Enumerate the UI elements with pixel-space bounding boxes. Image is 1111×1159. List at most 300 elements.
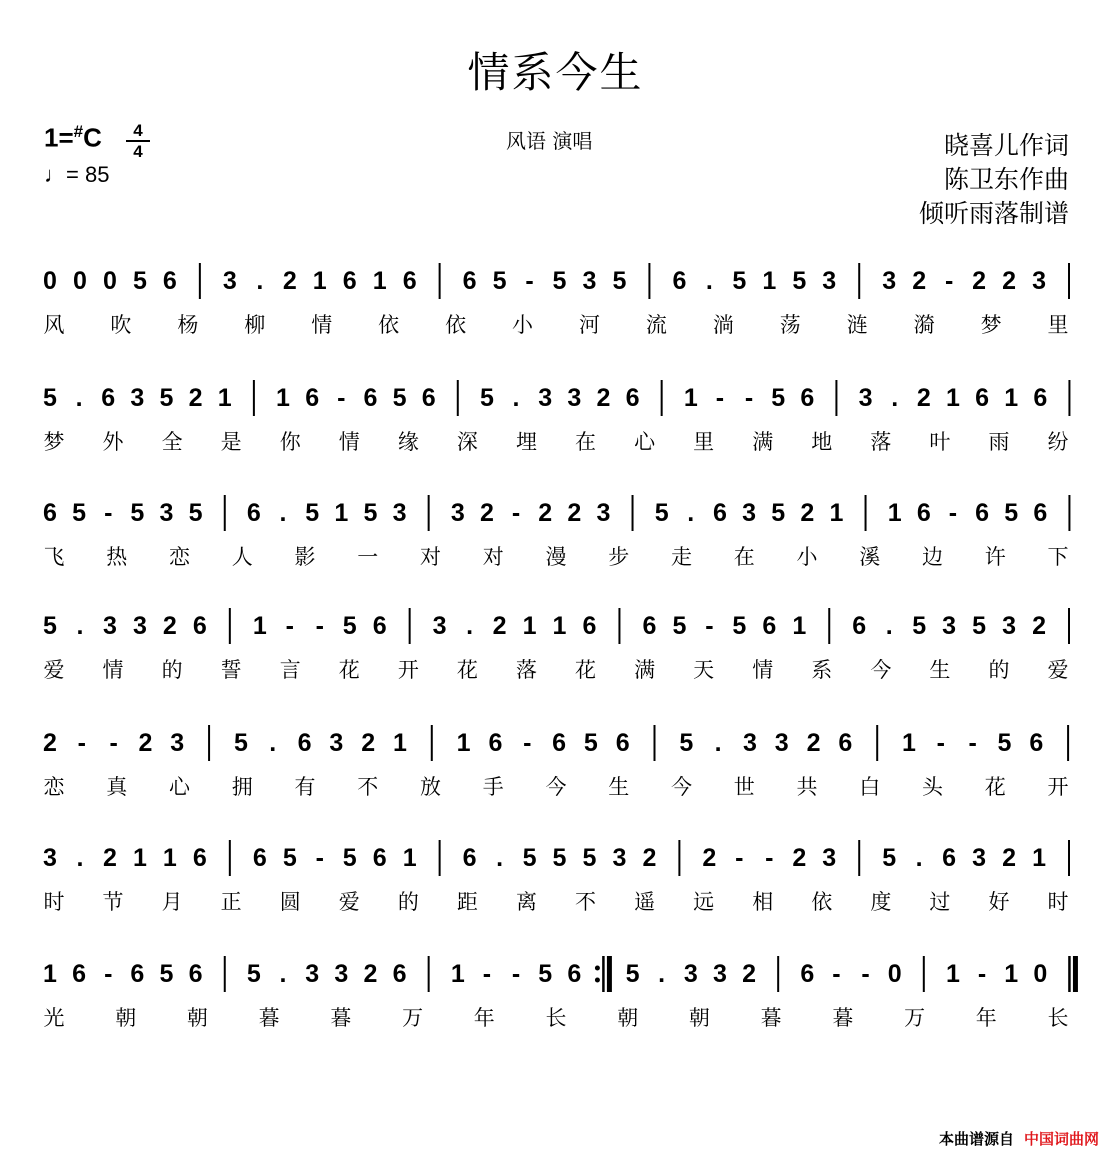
note: 3	[858, 384, 873, 412]
note: 1	[217, 384, 232, 412]
note: 3	[132, 612, 147, 640]
note: 6	[800, 384, 815, 412]
note: 3	[683, 960, 698, 988]
note: 5	[625, 960, 640, 988]
lyric-syllable: 正	[220, 890, 242, 914]
augmentation-dot: .	[75, 384, 83, 412]
note: 1	[552, 612, 567, 640]
lyric-syllable: 不	[357, 775, 379, 799]
note: 3	[1002, 612, 1017, 640]
lyric-syllable: 热	[106, 545, 128, 569]
note: 2	[363, 960, 378, 988]
augmentation-dot: .	[915, 844, 923, 872]
note: 2	[188, 384, 203, 412]
score-row	[0, 600, 1111, 705]
extension-dash: -	[104, 960, 113, 988]
extension-dash: -	[104, 499, 113, 527]
lyric-syllable: 的	[988, 658, 1010, 682]
note: 5	[732, 267, 747, 295]
score-row	[0, 832, 1111, 937]
note: 5	[282, 844, 297, 872]
note: 3	[538, 384, 553, 412]
lyric-syllable: 朝	[617, 1006, 639, 1030]
note: 5	[583, 729, 598, 757]
augmentation-dot: .	[466, 612, 474, 640]
lyric-syllable: 落	[870, 430, 892, 454]
note: 1	[132, 844, 147, 872]
augmentation-dot: .	[76, 612, 84, 640]
lyric-syllable: 花	[456, 658, 478, 682]
note: 6	[712, 499, 727, 527]
extension-dash: -	[109, 729, 118, 757]
note: 1	[902, 729, 916, 757]
lyric-syllable: 里	[1047, 313, 1069, 337]
lyric-syllable: 誓	[220, 658, 242, 682]
note: 1	[1004, 384, 1019, 412]
note: 2	[912, 267, 927, 295]
extension-dash: -	[832, 960, 841, 988]
note: 3	[392, 499, 407, 527]
lyric-syllable: 朝	[688, 1006, 710, 1030]
lyric-syllable: 放	[420, 775, 441, 799]
lyric-syllable: 遥	[634, 890, 656, 914]
lyric-syllable: 暮	[258, 1006, 280, 1030]
lyric-syllable: 今	[671, 775, 692, 799]
quarter-note-icon: ♩	[44, 162, 66, 187]
extension-dash: -	[936, 729, 945, 757]
lyric-syllable: 生	[929, 658, 951, 682]
note: 6	[101, 384, 116, 412]
note: 6	[552, 729, 566, 757]
lyric-syllable: 柳	[244, 313, 266, 337]
note: 5	[654, 499, 669, 527]
note: 6	[582, 612, 597, 640]
note: 6	[672, 267, 687, 295]
notation-line	[0, 600, 1111, 650]
lyric-syllable: 许	[984, 545, 1006, 569]
score-row	[0, 487, 1111, 592]
lyric-syllable: 在	[733, 545, 755, 569]
transcriber-credit: 倾听雨落制谱	[918, 199, 1069, 228]
note: 3	[329, 729, 344, 757]
lyric-syllable: 依	[811, 890, 833, 914]
repeat-dot	[595, 978, 600, 983]
tempo-marking	[44, 162, 109, 188]
note: 2	[102, 844, 117, 872]
note: 1	[334, 499, 349, 527]
lyric-syllable: 拥	[231, 775, 253, 799]
note: 6	[975, 384, 990, 412]
note: 1	[450, 960, 465, 988]
note: 6	[642, 612, 657, 640]
composer-credit: 陈卫东作曲	[943, 165, 1069, 194]
note: 6	[975, 499, 990, 527]
lyric-syllable: 开	[397, 658, 419, 682]
lyric-syllable: 埋	[515, 430, 537, 454]
note: 6	[402, 267, 417, 295]
lyric-syllable: 远	[693, 890, 715, 914]
lyric-syllable: 时	[1047, 890, 1069, 914]
note: 6	[342, 267, 357, 295]
lyric-syllable: 河	[578, 313, 600, 337]
lyric-syllable: 对	[482, 545, 504, 569]
note: 5	[538, 960, 553, 988]
lyric-syllable: 满	[752, 430, 774, 454]
note: 6	[567, 960, 582, 988]
lyric-syllable: 心	[169, 775, 190, 799]
note: 1	[683, 384, 698, 412]
repeat-dot	[595, 966, 600, 971]
song-title: 情系今生	[467, 48, 644, 97]
note: 6	[838, 729, 853, 757]
note: 6	[488, 729, 503, 757]
lyric-syllable: 是	[220, 430, 242, 454]
lyric-syllable: 风	[43, 313, 65, 337]
note: 1	[402, 844, 417, 872]
lyric-syllable: 漪	[913, 313, 935, 337]
note: 3	[567, 384, 582, 412]
note: 6	[297, 729, 312, 757]
augmentation-dot: .	[714, 729, 722, 757]
lyric-syllable: 杨	[177, 313, 199, 337]
note: 0	[73, 267, 87, 295]
lyric-syllable: 爱	[338, 890, 360, 914]
note: 5	[159, 960, 174, 988]
lyric-syllable: 恋	[169, 545, 190, 569]
note: 0	[102, 267, 117, 295]
note: 1	[945, 384, 960, 412]
key-note: C	[83, 122, 102, 153]
lyric-syllable: 月	[161, 890, 183, 914]
note: 6	[392, 960, 407, 988]
note: 1	[887, 499, 902, 527]
time-bottom: 4	[133, 142, 143, 161]
lyric-syllable: 溪	[859, 545, 881, 569]
lyric-syllable: 离	[515, 890, 537, 914]
lyric-syllable: 深	[456, 430, 478, 454]
lyric-syllable: 情	[102, 658, 124, 682]
augmentation-dot: .	[512, 384, 520, 412]
notation-line	[0, 948, 1111, 998]
note: 2	[742, 960, 756, 988]
score-row	[0, 948, 1111, 1053]
note: 6	[363, 384, 378, 412]
lyric-syllable: 时	[43, 890, 65, 914]
lyric-syllable: 度	[870, 890, 892, 914]
key-prefix: 1=	[44, 122, 74, 153]
lyric-syllable: 白	[859, 775, 881, 799]
note: 0	[887, 960, 902, 988]
lyric-syllable: 共	[796, 775, 818, 799]
extension-dash: -	[715, 384, 725, 412]
note: 3	[596, 499, 611, 527]
lyric-syllable: 花	[575, 658, 597, 682]
note: 3	[170, 729, 185, 757]
lyric-syllable: 影	[294, 545, 316, 569]
time-signature	[126, 122, 150, 160]
lyric-syllable: 外	[102, 430, 124, 454]
note: 5	[552, 844, 567, 872]
lyric-syllable: 梦	[980, 313, 1002, 337]
lyric-syllable: 系	[811, 658, 833, 682]
lyric-syllable: 情	[311, 313, 333, 337]
note: 5	[342, 612, 357, 640]
lyric-syllable: 年	[473, 1006, 495, 1030]
note: 2	[1002, 844, 1017, 872]
note: 1	[252, 612, 267, 640]
note: 2	[972, 267, 987, 295]
note: 6	[192, 612, 207, 640]
lyric-syllable: 朝	[186, 1006, 208, 1030]
lyric-syllable: 圆	[279, 890, 301, 914]
lyric-syllable: 朝	[115, 1006, 137, 1030]
time-top: 4	[133, 121, 143, 140]
note: 1	[43, 960, 57, 988]
lyric-syllable: 今	[870, 658, 892, 682]
lyric-syllable: 的	[397, 890, 419, 914]
lyric-syllable: 全	[161, 430, 183, 454]
note: 6	[615, 729, 630, 757]
note: 5	[392, 384, 407, 412]
lyric-syllable: 流	[645, 313, 667, 337]
note: 3	[130, 384, 145, 412]
score-row	[0, 372, 1111, 477]
extension-dash: -	[977, 960, 987, 988]
note: 1	[1032, 844, 1046, 872]
note: 5	[492, 267, 507, 295]
notation-line	[0, 717, 1111, 767]
note: 1	[1004, 960, 1019, 988]
note: 3	[305, 960, 320, 988]
lyric-syllable: 淌	[712, 313, 734, 337]
note: 5	[233, 729, 248, 757]
tempo-value: = 85	[66, 162, 110, 187]
note: 2	[361, 729, 376, 757]
note: 1	[372, 267, 387, 295]
note: 5	[246, 960, 261, 988]
note: 5	[771, 384, 786, 412]
note: 5	[479, 384, 494, 412]
note: 5	[43, 612, 57, 640]
note: 6	[942, 844, 957, 872]
note: 5	[972, 612, 987, 640]
notation-line	[0, 255, 1111, 305]
lyric-syllable: 不	[575, 890, 597, 914]
note: 6	[130, 960, 145, 988]
lyric-syllable: 真	[106, 775, 128, 799]
note: 2	[596, 384, 611, 412]
augmentation-dot: .	[279, 499, 287, 527]
lyric-syllable: 漫	[545, 545, 567, 569]
lyric-syllable: 吹	[110, 313, 132, 337]
lyric-syllable: 生	[608, 775, 630, 799]
note: 3	[222, 267, 237, 295]
note: 3	[972, 844, 987, 872]
augmentation-dot: .	[496, 844, 504, 872]
note: 6	[916, 499, 931, 527]
lyric-syllable: 飞	[43, 545, 65, 569]
lyric-syllable: 情	[338, 430, 360, 454]
lyric-syllable: 走	[671, 545, 692, 569]
note: 6	[462, 267, 477, 295]
note: 6	[372, 612, 387, 640]
extension-dash: -	[968, 729, 977, 757]
extension-dash: -	[525, 267, 534, 295]
note: 5	[612, 267, 627, 295]
sharp-sign: #	[73, 122, 84, 141]
lyric-syllable: 光	[43, 1006, 65, 1030]
note: 6	[188, 960, 203, 988]
extension-dash: -	[482, 960, 492, 988]
note: 5	[305, 499, 320, 527]
lyric-syllable: 相	[752, 890, 774, 914]
lyric-syllable: 梦	[43, 430, 65, 454]
note: 5	[997, 729, 1012, 757]
note: 3	[822, 844, 837, 872]
note: 1	[393, 729, 407, 757]
lyric-syllable: 满	[634, 658, 656, 682]
note: 2	[792, 844, 807, 872]
lyric-syllable: 的	[161, 658, 183, 682]
footer-source[interactable]	[939, 1128, 1099, 1149]
note: 1	[945, 960, 960, 988]
note: 2	[43, 729, 57, 757]
extension-dash: -	[705, 612, 714, 640]
lyric-syllable: 边	[922, 545, 943, 569]
note: 5	[132, 267, 147, 295]
note: 5	[72, 499, 87, 527]
note: 1	[312, 267, 327, 295]
extension-dash: -	[735, 844, 744, 872]
lyric-syllable: 长	[545, 1006, 567, 1030]
lyric-syllable: 依	[445, 313, 467, 337]
lyric-syllable: 小	[512, 313, 534, 337]
note: 1	[522, 612, 537, 640]
lyric-syllable: 过	[929, 890, 951, 914]
lyric-syllable: 涟	[846, 313, 868, 337]
lyric-syllable: 叶	[929, 430, 951, 454]
extension-dash: -	[77, 729, 86, 757]
lyric-syllable: 距	[456, 890, 478, 914]
note: 6	[372, 844, 387, 872]
lyric-syllable: 头	[922, 775, 943, 799]
key-signature	[44, 122, 102, 154]
note: 6	[246, 499, 261, 527]
lyric-syllable: 人	[231, 545, 253, 569]
note: 2	[800, 499, 815, 527]
note: 5	[130, 499, 145, 527]
lyric-syllable: 世	[733, 775, 755, 799]
note: 3	[450, 499, 465, 527]
note: 2	[567, 499, 582, 527]
note: 5	[522, 844, 537, 872]
note: 2	[642, 844, 657, 872]
note: 5	[342, 844, 357, 872]
lyric-syllable: 下	[1047, 545, 1069, 569]
note: 6	[852, 612, 867, 640]
augmentation-dot: .	[76, 844, 84, 872]
note: 1	[276, 384, 290, 412]
lyric-syllable: 步	[608, 545, 630, 569]
lyric-syllable: 落	[515, 658, 537, 682]
lyric-syllable: 依	[378, 313, 400, 337]
lyric-syllable: 年	[975, 1006, 997, 1030]
note: 3	[712, 960, 727, 988]
lyric-syllable: 对	[420, 545, 441, 569]
lyric-syllable: 情	[752, 658, 774, 682]
extension-dash: -	[765, 844, 774, 872]
note: 3	[582, 267, 597, 295]
note: 6	[1033, 499, 1048, 527]
source-label: 本曲谱源自	[938, 1130, 1014, 1148]
lyric-syllable: 好	[988, 890, 1010, 914]
lyric-syllable: 今	[545, 775, 567, 799]
augmentation-dot: .	[885, 612, 893, 640]
lyric-syllable: 你	[279, 430, 301, 454]
augmentation-dot: .	[658, 960, 666, 988]
lyric-syllable: 在	[575, 430, 597, 454]
note: 5	[188, 499, 203, 527]
note: 2	[806, 729, 821, 757]
notation-line	[0, 832, 1111, 882]
note: 5	[771, 499, 786, 527]
note: 3	[882, 267, 897, 295]
note: 5	[582, 844, 597, 872]
note: 2	[492, 612, 507, 640]
lyric-syllable: 爱	[43, 658, 65, 682]
source-site[interactable]: 中国词曲网	[1023, 1130, 1099, 1148]
note: 2	[702, 844, 717, 872]
augmentation-dot: .	[891, 384, 899, 412]
lyric-syllable: 小	[796, 545, 818, 569]
extension-dash: -	[744, 384, 754, 412]
note: 5	[363, 499, 378, 527]
note: 6	[421, 384, 436, 412]
extension-dash: -	[337, 384, 346, 412]
lyric-syllable: 万	[904, 1006, 926, 1030]
note: 3	[432, 612, 447, 640]
note: 5	[159, 384, 174, 412]
note: 3	[102, 612, 117, 640]
lyric-syllable: 天	[693, 658, 715, 682]
note: 5	[1004, 499, 1019, 527]
note: 3	[942, 612, 957, 640]
lyric-syllable: 心	[634, 430, 656, 454]
note: 2	[282, 267, 297, 295]
lyric-syllable: 荡	[779, 313, 801, 337]
extension-dash: -	[523, 729, 532, 757]
lyric-syllable: 花	[984, 775, 1006, 799]
lyric-syllable: 有	[294, 775, 316, 799]
note: 3	[43, 844, 57, 872]
note: 6	[1029, 729, 1044, 757]
lyric-syllable: 万	[402, 1006, 424, 1030]
note: 3	[742, 729, 757, 757]
note: 0	[43, 267, 57, 295]
note: 6	[462, 844, 477, 872]
note: 5	[672, 612, 687, 640]
note: 6	[192, 844, 207, 872]
note: 5	[43, 384, 57, 412]
augmentation-dot: .	[269, 729, 277, 757]
lyric-syllable: 言	[279, 658, 301, 682]
note: 0	[1033, 960, 1048, 988]
note: 1	[792, 612, 807, 640]
score-row	[0, 255, 1111, 360]
note: 2	[916, 384, 931, 412]
notation-line	[0, 372, 1111, 422]
augmentation-dot: .	[705, 267, 713, 295]
